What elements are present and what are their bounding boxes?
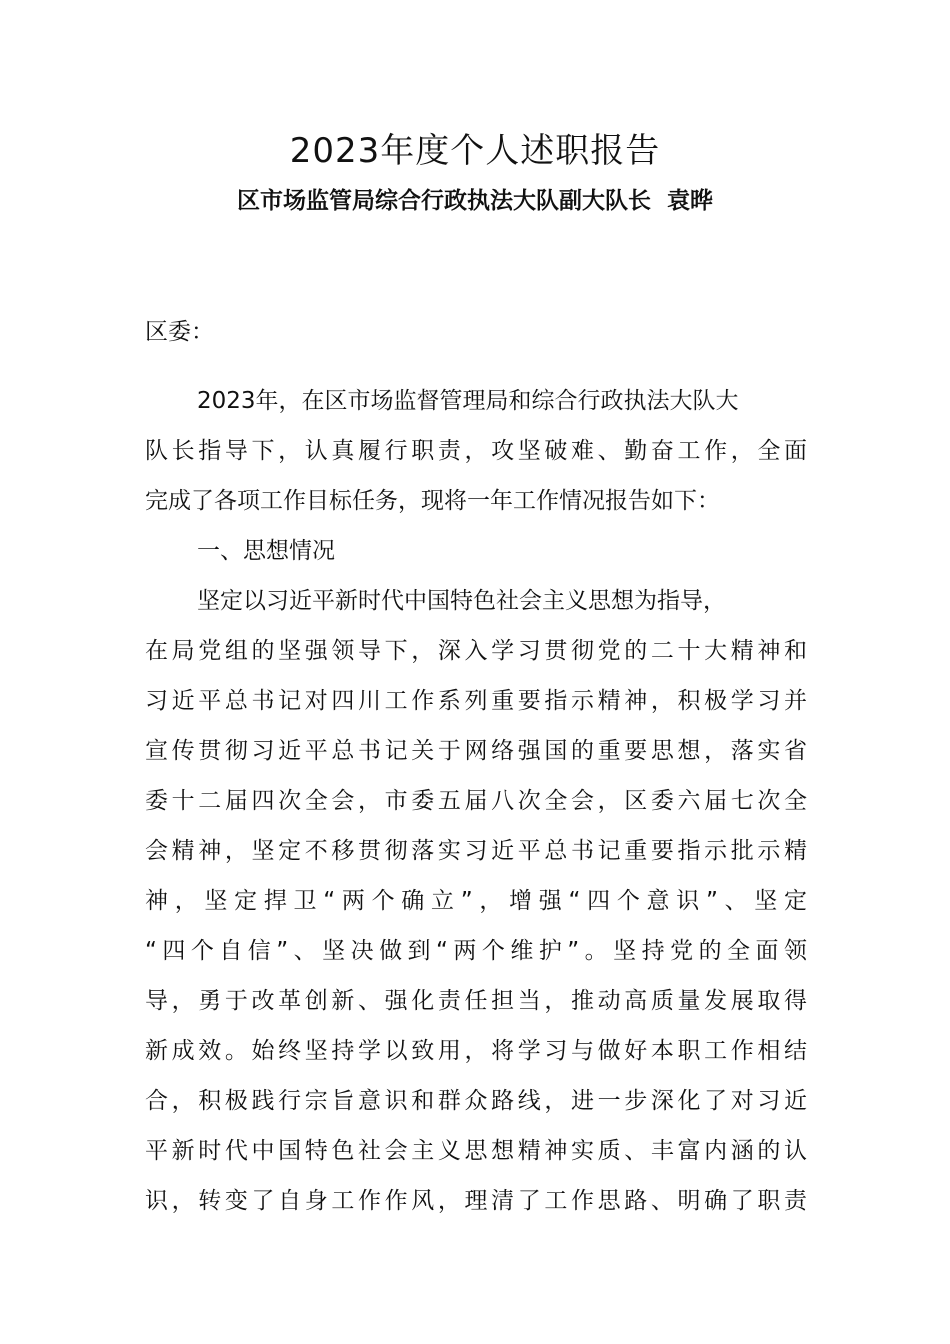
- paragraph-line: “四个自信”、坚决做到“两个维护”。坚持党的全面领: [145, 938, 807, 964]
- paragraph-line: 队长指导下，认真履行职责，攻坚破难、勤奋工作，全面: [145, 438, 807, 464]
- paragraph-line: 坚定以习近平新时代中国特色社会主义思想为指导，: [197, 588, 726, 614]
- paragraph-line: 在局党组的坚强领导下，深入学习贯彻党的二十大精神和: [145, 638, 807, 664]
- paragraph-line: 导，勇于改革创新、强化责任担当，推动高质量发展取得: [145, 988, 807, 1014]
- body-text: [145, 376, 807, 1226]
- section-heading: 一、思想情况: [197, 538, 335, 564]
- document-subtitle: 区市场监管局综合行政执法大队副大队长 袁晔: [236, 188, 713, 214]
- paragraph-line: 2023年，在区市场监督管理局和综合行政执法大队大: [197, 388, 739, 414]
- paragraph-line: 平新时代中国特色社会主义思想精神实质、丰富内涵的认: [145, 1138, 807, 1164]
- paragraph-line: 会精神，坚定不移贯彻落实习近平总书记重要指示批示精: [145, 838, 807, 864]
- paragraph-line: 识，转变了自身工作作风，理清了工作思路、明确了职责: [145, 1188, 807, 1214]
- salutation: 区委：: [145, 319, 214, 345]
- paragraph-line: 委十二届四次全会，市委五届八次全会，区委六届七次全: [145, 788, 807, 814]
- paragraph-line: 宣传贯彻习近平总书记关于网络强国的重要思想，落实省: [145, 738, 807, 764]
- paragraph-line: 合，积极践行宗旨意识和群众路线，进一步深化了对习近: [145, 1088, 807, 1114]
- paragraph-line: 新成效。始终坚持学以致用，将学习与做好本职工作相结: [145, 1038, 807, 1064]
- paragraph-line: 神，坚定捍卫“两个确立”，增强“四个意识”、坚定: [145, 888, 807, 914]
- paragraph-line: 完成了各项工作目标任务，现将一年工作情况报告如下：: [145, 488, 720, 514]
- paragraph-line: 习近平总书记对四川工作系列重要指示精神，积极学习并: [145, 688, 807, 714]
- document-title: 2023年度个人述职报告: [289, 131, 661, 171]
